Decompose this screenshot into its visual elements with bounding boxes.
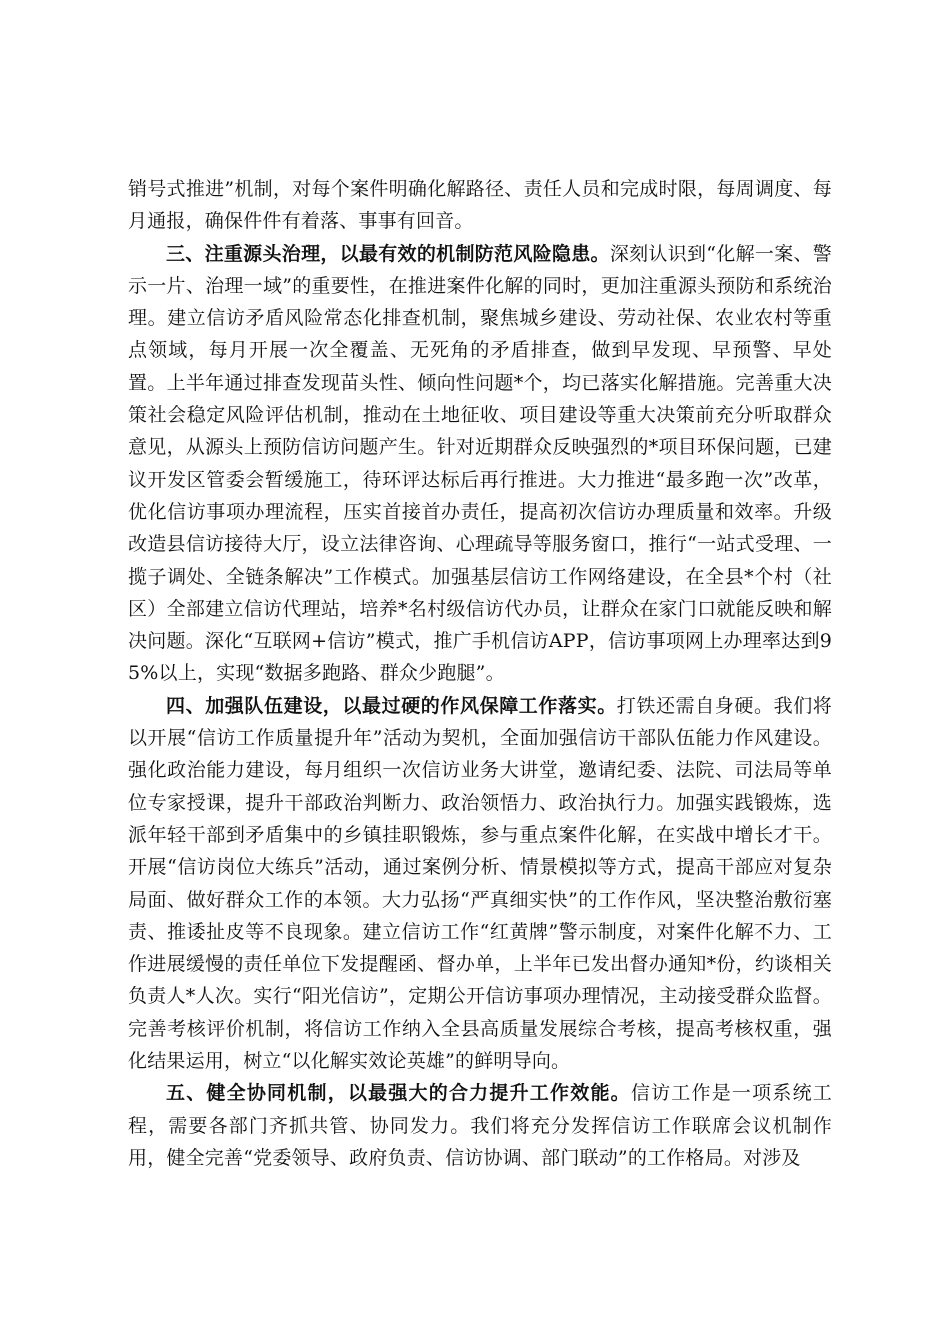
paragraph-section-four bbox=[128, 690, 832, 1078]
paragraph-section-five bbox=[128, 1077, 832, 1174]
paragraph-text: 销号式推进”机制，对每个案件明确化解路径、责任人员和完成时限，每周调度、每月通报，确保件件有着落、事事有回音。 bbox=[128, 178, 832, 233]
paragraph-section-three bbox=[128, 238, 832, 690]
section-heading-five: 五、健全协同机制，以最强大的合力提升工作效能。 bbox=[166, 1082, 631, 1105]
document-body bbox=[128, 173, 832, 1174]
paragraph-text: 深刻认识到“化解一案、警示一片、治理一域”的重要性，在推进案件化解的同时，更加注重源头预防和系统治理。建立信访矛盾风险常态化排查机制，聚焦城乡建设、劳动社保、农业农村等重点领域，每月开展一次全覆盖、无死角的矛盾排查，做到早发现、早预警、早处置。上半年通过排查发现苗头性、倾向性问题*个，均已落实化解措施。完善重大决策社会稳定风险评估机制，推动在土地征收、项目建设等重大决策前充分听取群众意见，从源头上预防信访问题产生。针对近期群众反映强烈的*项目环保问题，已建议开发区管委会暂缓施工，待环评达标后再行推进。大力推进“最多跑一次”改革，优化信访事项办理流程，压实首接首办责任，提高初次信访办理质量和效率。升级改造县信访接待大厅，设立法律咨询、心理疏导等服务窗口，推行“一站式受理、一揽子调处、全链条解决”工作模式。加强基层信访工作网络建设，在全县*个村（社区）全部建立信访代理站，培养*名村级信访代办员，让群众在家门口就能反映和解决问题。深化“互联网+信访”模式，推广手机信访APP，信访事项网上办理率达到95%以上，实现“数据多跑路、群众少跑腿”。 bbox=[128, 242, 832, 685]
section-heading-four: 四、加强队伍建设，以最过硬的作风保障工作落实。 bbox=[166, 694, 617, 717]
paragraph-continuation bbox=[128, 173, 832, 238]
paragraph-text: 信访工作是一项系统工程，需要各部门齐抓共管、协同发力。我们将充分发挥信访工作联席会议机制作用，健全完善“党委领导、政府负责、信访协调、部门联动”的工作格局。对涉及 bbox=[128, 1082, 832, 1169]
section-heading-three: 三、注重源头治理，以最有效的机制防范风险隐患。 bbox=[166, 242, 610, 265]
paragraph-text: 打铁还需自身硬。我们将以开展“信访工作质量提升年”活动为契机，全面加强信访干部队伍能力作风建设。强化政治能力建设，每月组织一次信访业务大讲堂，邀请纪委、法院、司法局等单位专家授课，提升干部政治判断力、政治领悟力、政治执行力。加强实践锻炼，选派年轻干部到矛盾集中的乡镇挂职锻炼，参与重点案件化解，在实战中增长才干。开展“信访岗位大练兵”活动，通过案例分析、情景模拟等方式，提高干部应对复杂局面、做好群众工作的本领。大力弘扬“严真细实快”的工作作风，坚决整治敷衍塞责、推诿扯皮等不良现象。建立信访工作“红黄牌”警示制度，对案件化解不力、工作进展缓慢的责任单位下发提醒函、督办单，上半年已发出督办通知*份，约谈相关负责人*人次。实行“阳光信访”，定期公开信访事项办理情况，主动接受群众监督。完善考核评价机制，将信访工作纳入全县高质量发展综合考核，提高考核权重，强化结果运用，树立“以化解实效论英雄”的鲜明导向。 bbox=[128, 694, 832, 1073]
